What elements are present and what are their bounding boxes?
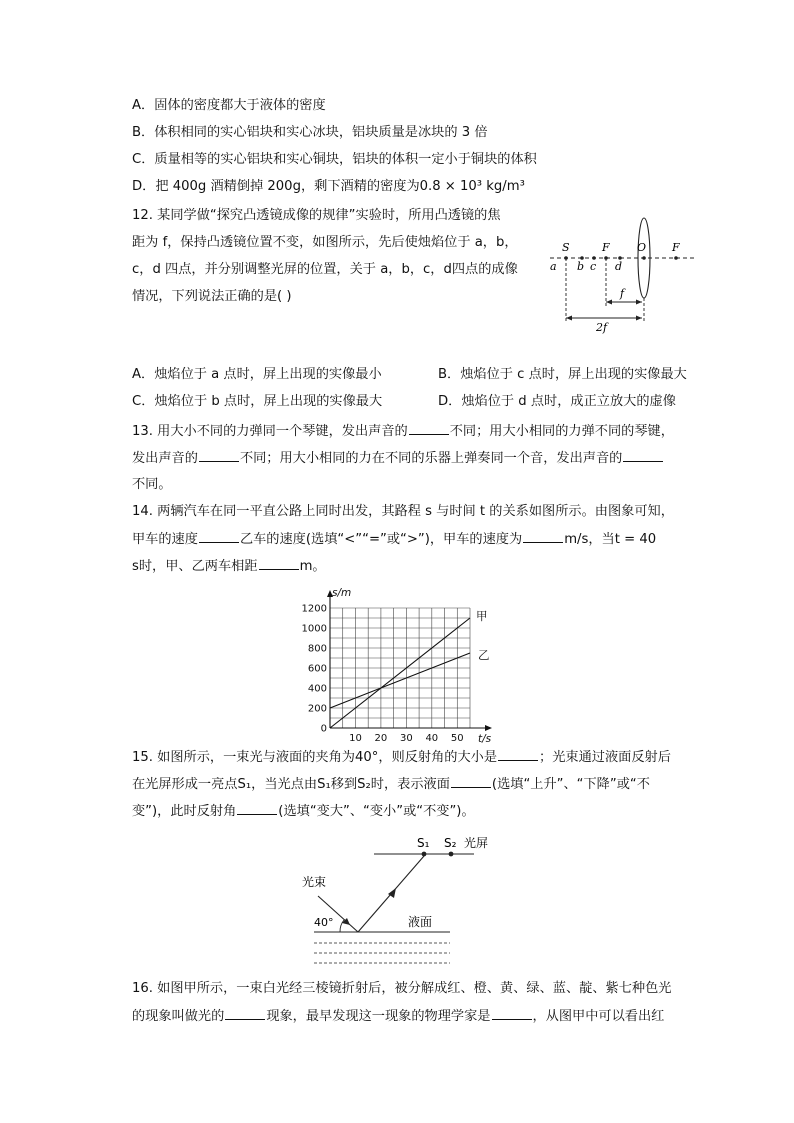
label-s1: S₁ xyxy=(417,836,430,850)
label-s: S xyxy=(562,241,570,254)
y-tick-label: 800 xyxy=(307,643,327,655)
lens-figure xyxy=(544,214,700,336)
y-axis-label: s/m xyxy=(332,587,352,599)
q12-option-d: D．烛焰位于 d 点时，成正立放大的虚像 xyxy=(438,394,676,409)
q12-line-2: 距为 f，保持凸透镜位置不变，如图所示，先后使烛焰位于 a，b， xyxy=(132,235,518,250)
y-tick-label: 1000 xyxy=(301,623,327,635)
q13-line-2: 发出声音的 不同；用大小相同的力在不同的乐器上弹奏同一个音，发出声音的 xyxy=(132,449,664,468)
q15-blank-1[interactable] xyxy=(498,748,538,761)
series-label-yi: 乙 xyxy=(478,648,490,662)
series-line-yi xyxy=(330,653,470,708)
label-a: a xyxy=(550,260,557,273)
q13-blank-3[interactable] xyxy=(623,449,663,462)
label-2f-dim: 2f xyxy=(596,321,608,334)
y-tick-label: 400 xyxy=(307,683,327,695)
q14-blank-1[interactable] xyxy=(199,530,239,543)
distance-time-chart xyxy=(300,584,500,746)
q16-line-2: 的现象叫做光的 现象，最早发现这一现象的物理学家是 ，从图甲中可以看出红 xyxy=(132,1009,665,1024)
q15-blank-3[interactable] xyxy=(237,802,277,815)
q16-line-1: 16. 如图甲所示，一束白光经三棱镜折射后，被分解成红、橙、黄、绿、蓝、靛、紫七种色光 xyxy=(132,981,672,996)
x-axis-label: t/s xyxy=(478,733,492,745)
x-tick-label: 40 xyxy=(425,733,439,744)
x-tick-label: 10 xyxy=(349,733,362,744)
q16-blank-1[interactable] xyxy=(225,1007,265,1020)
label-c: c xyxy=(590,260,597,273)
label-f-dim: f xyxy=(620,287,625,300)
q13-blank-1[interactable] xyxy=(409,422,449,435)
q14-blank-2[interactable] xyxy=(523,530,563,543)
q12-option-b: B．烛焰位于 c 点时，屏上出现的实像最大 xyxy=(438,367,687,382)
label-o: O xyxy=(637,241,647,254)
label-d: d xyxy=(615,260,623,273)
q16-blank-2[interactable] xyxy=(492,1007,532,1020)
label-liquid: 液面 xyxy=(408,915,433,929)
q15-line-1: 15. 如图所示，一束光与液面的夹角为40°，则反射角的大小是 ；光束通过液面反射后 xyxy=(132,750,671,765)
q15-line-2: 在光屏形成一亮点S₁，当光点由S₁移到S₂时，表示液面 (选填“上升”、“下降”或“不 xyxy=(132,777,650,792)
prev-option-a: A．固体的密度都大于液体的密度 xyxy=(132,98,326,113)
q12-option-a: A．烛焰位于 a 点时，屏上出现的实像最小 xyxy=(132,367,382,382)
prev-option-d: D．把 400g 酒精倒掉 200g，剩下酒精的密度为0.8 × 10³ kg/m³ xyxy=(132,179,525,194)
x-tick-label: 20 xyxy=(374,733,388,744)
x-tick-label: 30 xyxy=(399,733,413,744)
label-angle: 40° xyxy=(314,916,334,929)
q12-option-c: C．烛焰位于 b 点时，屏上出现的实像最大 xyxy=(132,394,383,409)
q13-line-1: 13. 用大小不同的力弹同一个琴键，发出声音的 不同；用大小相同的力弹不同的琴键， xyxy=(132,424,674,439)
q12-line-4: 情况，下列说法正确的是( ) xyxy=(132,289,292,304)
y-tick-label: 200 xyxy=(307,703,327,715)
q12-line-1: 12. 某同学做“探究凸透镜成像的规律”实验时，所用凸透镜的焦 xyxy=(132,208,501,223)
x-axis-arrow xyxy=(485,725,492,731)
label-screen: 光屏 xyxy=(464,836,489,850)
q15-blank-2[interactable] xyxy=(451,775,491,788)
series-label-jia: 甲 xyxy=(476,609,488,623)
label-b: b xyxy=(577,260,585,273)
q14-line-2: 甲车的速度 乙车的速度(选填“<”“=”或“>”)，甲车的速度为 m/s，当t = 40 xyxy=(132,532,657,547)
series-line-jia xyxy=(330,618,470,728)
q14-line-1: 14. 两辆汽车在同一平直公路上同时出发，其路程 s 与时间 t 的关系如图所示。由图象可知， xyxy=(132,504,674,519)
y-tick-label: 1200 xyxy=(301,603,327,615)
q12-line-3: c，d 四点，并分别调整光屏的位置，关于 a，b，c，d四点的成像 xyxy=(132,262,518,277)
q13-blank-2[interactable] xyxy=(199,449,239,462)
prev-option-c: C．质量相等的实心铝块和实心铜块，铝块的体积一定小于铜块的体积 xyxy=(132,152,537,167)
q14-line-3: s时，甲、乙两车相距 m。 xyxy=(132,559,326,574)
q13-line-3: 不同。 xyxy=(132,477,172,492)
label-f-right: F xyxy=(672,241,680,254)
prev-option-b: B．体积相同的实心铝块和实心冰块，铝块质量是冰块的 3 倍 xyxy=(132,125,488,140)
y-tick-label: 0 xyxy=(320,723,327,735)
label-f-left: F xyxy=(602,241,610,254)
x-tick-label: 50 xyxy=(450,733,464,744)
label-beam: 光束 xyxy=(302,875,327,889)
q15-line-3: 变”)，此时反射角 (选填“变大”、“变小”或“不变”)。 xyxy=(132,804,475,819)
q14-blank-3[interactable] xyxy=(259,557,299,570)
y-tick-label: 600 xyxy=(307,663,327,675)
label-s2: S₂ xyxy=(444,836,457,850)
reflection-figure xyxy=(296,832,506,970)
